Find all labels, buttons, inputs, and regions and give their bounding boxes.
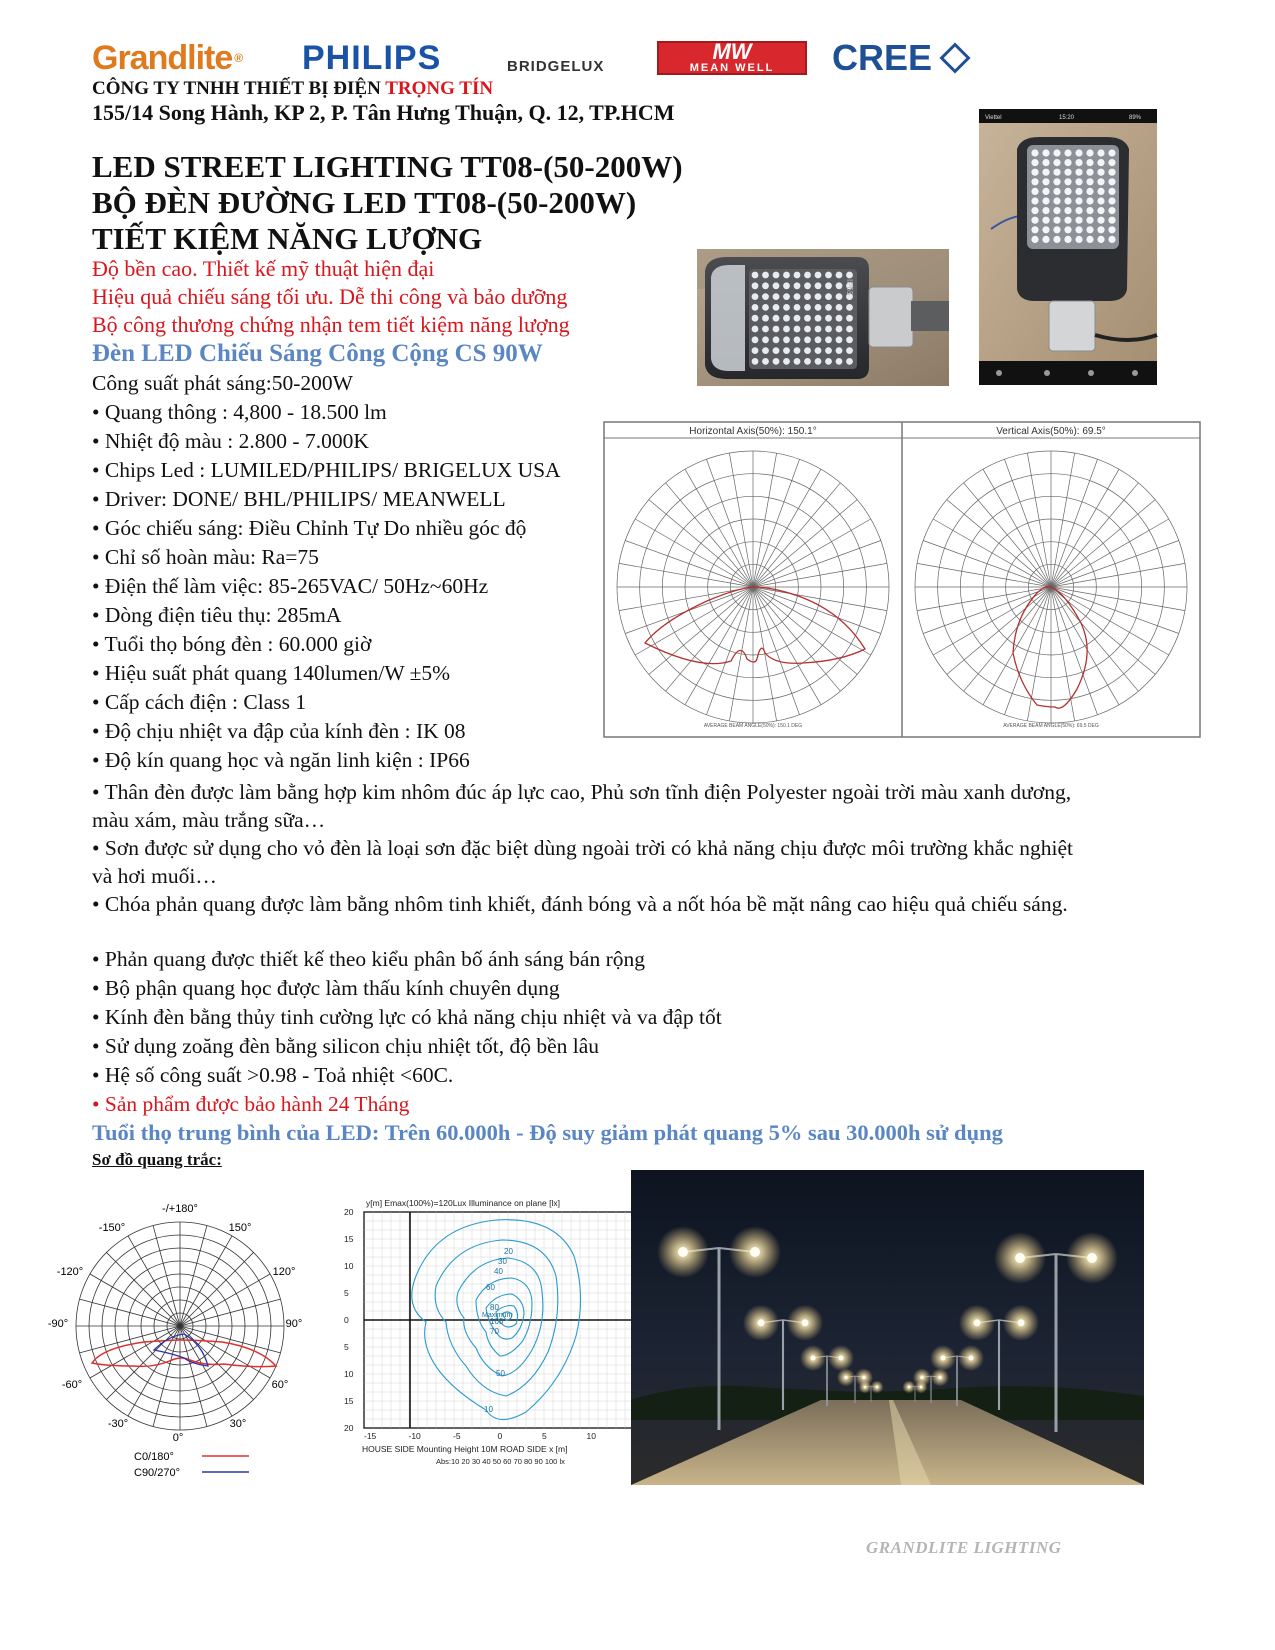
- angle-label: -90°: [47, 1318, 69, 1330]
- company-prefix: CÔNG TY TNHH THIẾT BỊ ĐIỆN: [92, 78, 386, 99]
- x-tick-label: -5: [453, 1431, 461, 1441]
- diagram-label: Sơ đồ quang trắc:: [92, 1150, 222, 1169]
- title-line-3: TIẾT KIỆM NĂNG LƯỢNG: [92, 221, 483, 256]
- svg-text:AVERAGE BEAM ANGLE(50%): 69.5: AVERAGE BEAM ANGLE(50%): 69.5 DEG: [1003, 723, 1099, 729]
- footer-brand: GRANDLITE LIGHTING: [866, 1538, 1062, 1557]
- cree-logo: [832, 38, 966, 78]
- legend-c90: C90/270°: [134, 1467, 180, 1479]
- cree-logo-text: CREE: [832, 37, 933, 78]
- cree-diamond-icon: [939, 42, 970, 73]
- grandlite-logo: Grandlite ®: [92, 38, 243, 77]
- polar-diagram-bottom: [44, 1198, 314, 1488]
- y-tick-label: 10: [344, 1369, 354, 1379]
- highlight-3: Bộ công thương chứng nhận tem tiết kiệm năng lượng: [92, 312, 570, 337]
- svg-text:Viettel: Viettel: [985, 115, 1002, 121]
- highlight-2: Hiệu quả chiếu sáng tối ưu. Dễ thi công và bảo dưỡng: [92, 284, 568, 309]
- x-tick-label: -15: [364, 1431, 377, 1441]
- company-name: [92, 78, 493, 100]
- angle-label: 120°: [272, 1266, 296, 1278]
- power-line: Công suất phát sáng:50-200W: [92, 371, 353, 395]
- contour-label: 100: [490, 1317, 504, 1326]
- y-tick-label: 5: [344, 1342, 349, 1352]
- contour-label: 10: [484, 1405, 493, 1414]
- spec-item: • Phản quang được thiết kế theo kiểu phân bố ánh sáng bán rộng: [92, 947, 645, 971]
- spec-item: • Nhiệt độ màu : 2.800 - 7.000K: [92, 429, 369, 453]
- legend-c0: C0/180°: [134, 1451, 174, 1463]
- spec-item: • Độ chịu nhiệt va đập của kính đèn : IK 08: [92, 719, 466, 743]
- street-night-photo: [631, 1170, 1144, 1485]
- x-tick-label: 10: [586, 1431, 596, 1441]
- bridgelux-logo: BRIDGELUX: [507, 57, 605, 75]
- contour-label: 80: [490, 1303, 499, 1312]
- spec-item: • Điện thế làm việc: 85-265VAC/ 50Hz~60Hz: [92, 574, 489, 598]
- y-tick-label: 15: [344, 1396, 354, 1406]
- product-photo-phone: [979, 109, 1157, 385]
- spec-item: • Kính đèn bằng thủy tinh cường lực có khả năng chịu nhiệt và va đập tốt: [92, 1005, 722, 1029]
- angle-label: 30°: [229, 1418, 247, 1430]
- x-tick-label: 0: [497, 1431, 503, 1441]
- svg-text:AVERAGE BEAM ANGLE(50%): 150.1: AVERAGE BEAM ANGLE(50%): 150.1 DEG: [703, 723, 803, 729]
- highlight-1: Độ bền cao. Thiết kế mỹ thuật hiện đại: [92, 256, 435, 281]
- spec-item: • Hiệu suất phát quang 140lumen/W ±5%: [92, 661, 451, 685]
- title-line-1: LED STREET LIGHTING TT08-(50-200W): [92, 149, 683, 184]
- grandlite-logo-text: Grandlite: [92, 38, 233, 77]
- y-tick-label: 5: [344, 1288, 349, 1298]
- spec-item: • Quang thông : 4,800 - 18.500 lm: [92, 400, 387, 424]
- company-address: 155/14 Song Hành, KP 2, P. Tân Hưng Thuận, Q. 12, TP.HCM: [92, 100, 675, 125]
- meanwell-name: MEAN WELL: [689, 62, 775, 74]
- spec-item: • Bộ phận quang học được làm thấu kính chuyên dụng: [92, 976, 560, 1000]
- spec-item: • Cấp cách điện : Class 1: [92, 690, 307, 714]
- polar-left-title: Horizontal Axis(50%): 150.1°: [689, 426, 817, 437]
- isolux-footer: HOUSE SIDE Mounting Height 10M ROAD SIDE x [m]: [362, 1444, 568, 1454]
- brand-logo-bar: [92, 38, 1012, 78]
- polar-diagram-top: [603, 421, 1201, 738]
- company-highlight: TRỌNG TÍN: [385, 78, 494, 99]
- isolux-diagram: [336, 1196, 638, 1468]
- meanwell-mark: MW: [712, 39, 752, 64]
- angle-label: -120°: [56, 1266, 84, 1278]
- angle-label: -60°: [61, 1379, 83, 1391]
- paragraph-reflector: • Chóa phản quang được làm bằng nhôm tinh khiết, đánh bóng và a nốt hóa bề mặt nâng cao hiệu quả chiếu sáng.: [92, 892, 1068, 916]
- y-tick-label: 20: [344, 1207, 354, 1217]
- x-tick-label: -10: [408, 1431, 421, 1441]
- spec-item: • Hệ số công suất >0.98 - Toả nhiệt <60C.: [92, 1063, 454, 1087]
- contour-label: Maximum: [482, 1312, 513, 1319]
- spec-item: • Độ kín quang học và ngăn linh kiện : IP66: [92, 748, 470, 772]
- polar-right-title: Vertical Axis(50%): 69.5°: [996, 426, 1106, 437]
- warranty-line: • Sản phẩm được bảo hành 24 Tháng: [92, 1092, 410, 1116]
- spec-item: • Sử dụng zoăng đèn bằng silicon chịu nhiệt tốt, độ bền lâu: [92, 1034, 600, 1058]
- angle-label: 0°: [172, 1432, 184, 1444]
- y-tick-label: 0: [344, 1315, 349, 1325]
- contour-label: 70: [490, 1327, 499, 1336]
- spec-item: • Góc chiếu sáng: Điều Chỉnh Tự Do nhiều góc độ: [92, 516, 527, 540]
- x-tick-label: 5: [542, 1431, 547, 1441]
- contour-label: 50: [496, 1369, 505, 1378]
- contour-label: 40: [494, 1267, 503, 1276]
- svg-text:IP65: IP65: [845, 279, 854, 296]
- y-tick-label: 15: [344, 1234, 354, 1244]
- lifetime-line: Tuổi thọ trung bình của LED: Trên 60.000h - Độ suy giảm phát quang 5% sau 30.000h sử dụng: [92, 1120, 1003, 1145]
- isolux-footer-abs: Abs:10 20 30 40 50 60 70 80 90 100 lx: [436, 1457, 565, 1466]
- y-tick-label: 20: [344, 1423, 354, 1433]
- angle-label: -150°: [98, 1222, 126, 1234]
- spec-item: • Tuổi thọ bóng đèn : 60.000 giờ: [92, 632, 372, 656]
- product-heading: Đèn LED Chiếu Sáng Công Cộng CS 90W: [92, 340, 543, 367]
- spec-item: • Chỉ số hoàn màu: Ra=75: [92, 545, 319, 569]
- isolux-header: y[m] Emax(100%)=120Lux Illuminance on plane [lx]: [366, 1198, 560, 1208]
- meanwell-logo: [657, 41, 807, 75]
- svg-text:15:20: 15:20: [1059, 115, 1075, 121]
- spec-item: • Dòng điện tiêu thụ: 285mA: [92, 603, 342, 627]
- paragraph-body: • Thân đèn được làm bằng hợp kim nhôm đúc áp lực cao, Phủ sơn tĩnh điện Polyester ngoài trời màu xanh dương, màu xám, màu trắng sữa…: [92, 780, 1072, 832]
- contour-label: 60: [486, 1283, 495, 1292]
- angle-label: -30°: [107, 1418, 129, 1430]
- paragraph-paint: • Sơn được sử dụng cho vỏ đèn là loại sơn đặc biệt dùng ngoài trời có khả năng chịu được môi trường khắc nghiệt và hơi muối…: [92, 836, 1073, 888]
- y-tick-label: 10: [344, 1261, 354, 1271]
- angle-label: 60°: [271, 1379, 289, 1391]
- contour-label: 20: [504, 1247, 513, 1256]
- title-line-2: BỘ ĐÈN ĐƯỜNG LED TT08-(50-200W): [92, 185, 637, 220]
- product-photo-front: [697, 249, 949, 386]
- svg-text:89%: 89%: [1129, 115, 1142, 121]
- spec-item: • Chips Led : LUMILED/PHILIPS/ BRIGELUX USA: [92, 458, 561, 482]
- contour-label: 30: [498, 1257, 507, 1266]
- spec-item: • Driver: DONE/ BHL/PHILIPS/ MEANWELL: [92, 487, 506, 511]
- philips-logo: PHILIPS: [302, 38, 442, 77]
- angle-label: 150°: [228, 1222, 252, 1234]
- angle-label: -/+180°: [162, 1203, 198, 1215]
- angle-label: 90°: [285, 1318, 303, 1330]
